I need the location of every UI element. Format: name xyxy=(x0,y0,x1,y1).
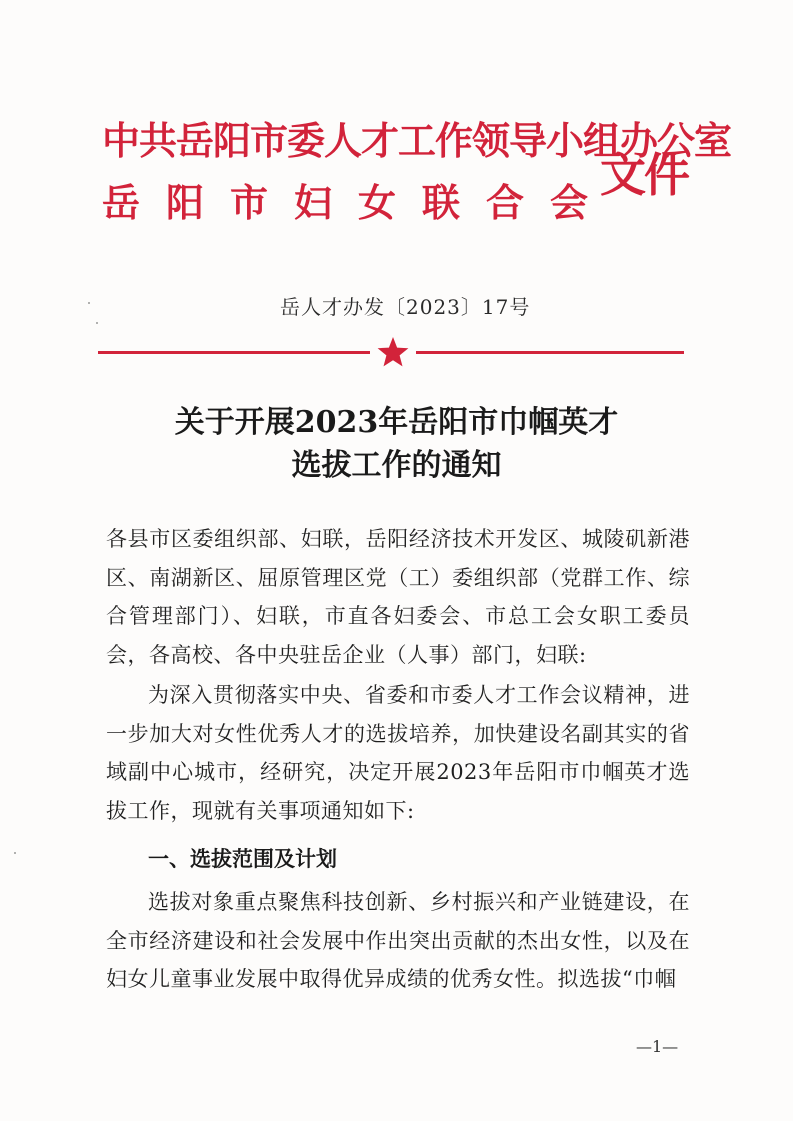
document-number: 岳人才办发〔2023〕17号 xyxy=(280,295,531,319)
star-icon xyxy=(376,335,410,369)
letterhead-org-line-2: 岳阳市妇女联合会 xyxy=(102,180,615,225)
salutation-paragraph: 各县市区委组织部、妇联，岳阳经济技术开发区、城陵矶新港区、南湖新区、屈原管理区党（工）委组织部（党群工作、综合管理部门）、妇联，市直各妇委会、市总工会女职工委员会，各高校、各中央驻岳企业（人事）部门，妇联: xyxy=(106,527,690,667)
letterhead-doc-word: 文件 xyxy=(600,148,688,202)
section-heading-1: 一、选拔范围及计划 xyxy=(148,847,337,871)
scan-speck xyxy=(88,302,90,304)
scan-speck xyxy=(14,852,16,854)
notice-title-line-2: 选拔工作的通知 xyxy=(291,448,502,483)
body-paragraph-1: 为深入贯彻落实中央、省委和市委人才工作会议精神，进一步加大对女性优秀人才的选拔培养，加快建设名副其实的省域副中心城市，经研究，决定开展2023年岳阳市巾帼英才选拔工作，现就有关事项通知如下: xyxy=(106,683,690,823)
scan-speck xyxy=(96,322,98,324)
separator-line-right xyxy=(416,351,684,354)
letterhead-org-line-1: 中共岳阳市委人才工作领导小组办公室 xyxy=(102,118,732,163)
page-number: —1— xyxy=(636,1037,679,1056)
notice-title-line-1: 关于开展2023年岳阳市巾帼英才 xyxy=(174,405,619,440)
separator-line-left xyxy=(98,351,370,354)
body-paragraph-2: 选拔对象重点聚焦科技创新、乡村振兴和产业链建设，在全市经济建设和社会发展中作出突出贡献的杰出女性，以及在妇女儿童事业发展中取得优异成绩的优秀女性。拟选拔“巾帼 xyxy=(106,890,690,991)
